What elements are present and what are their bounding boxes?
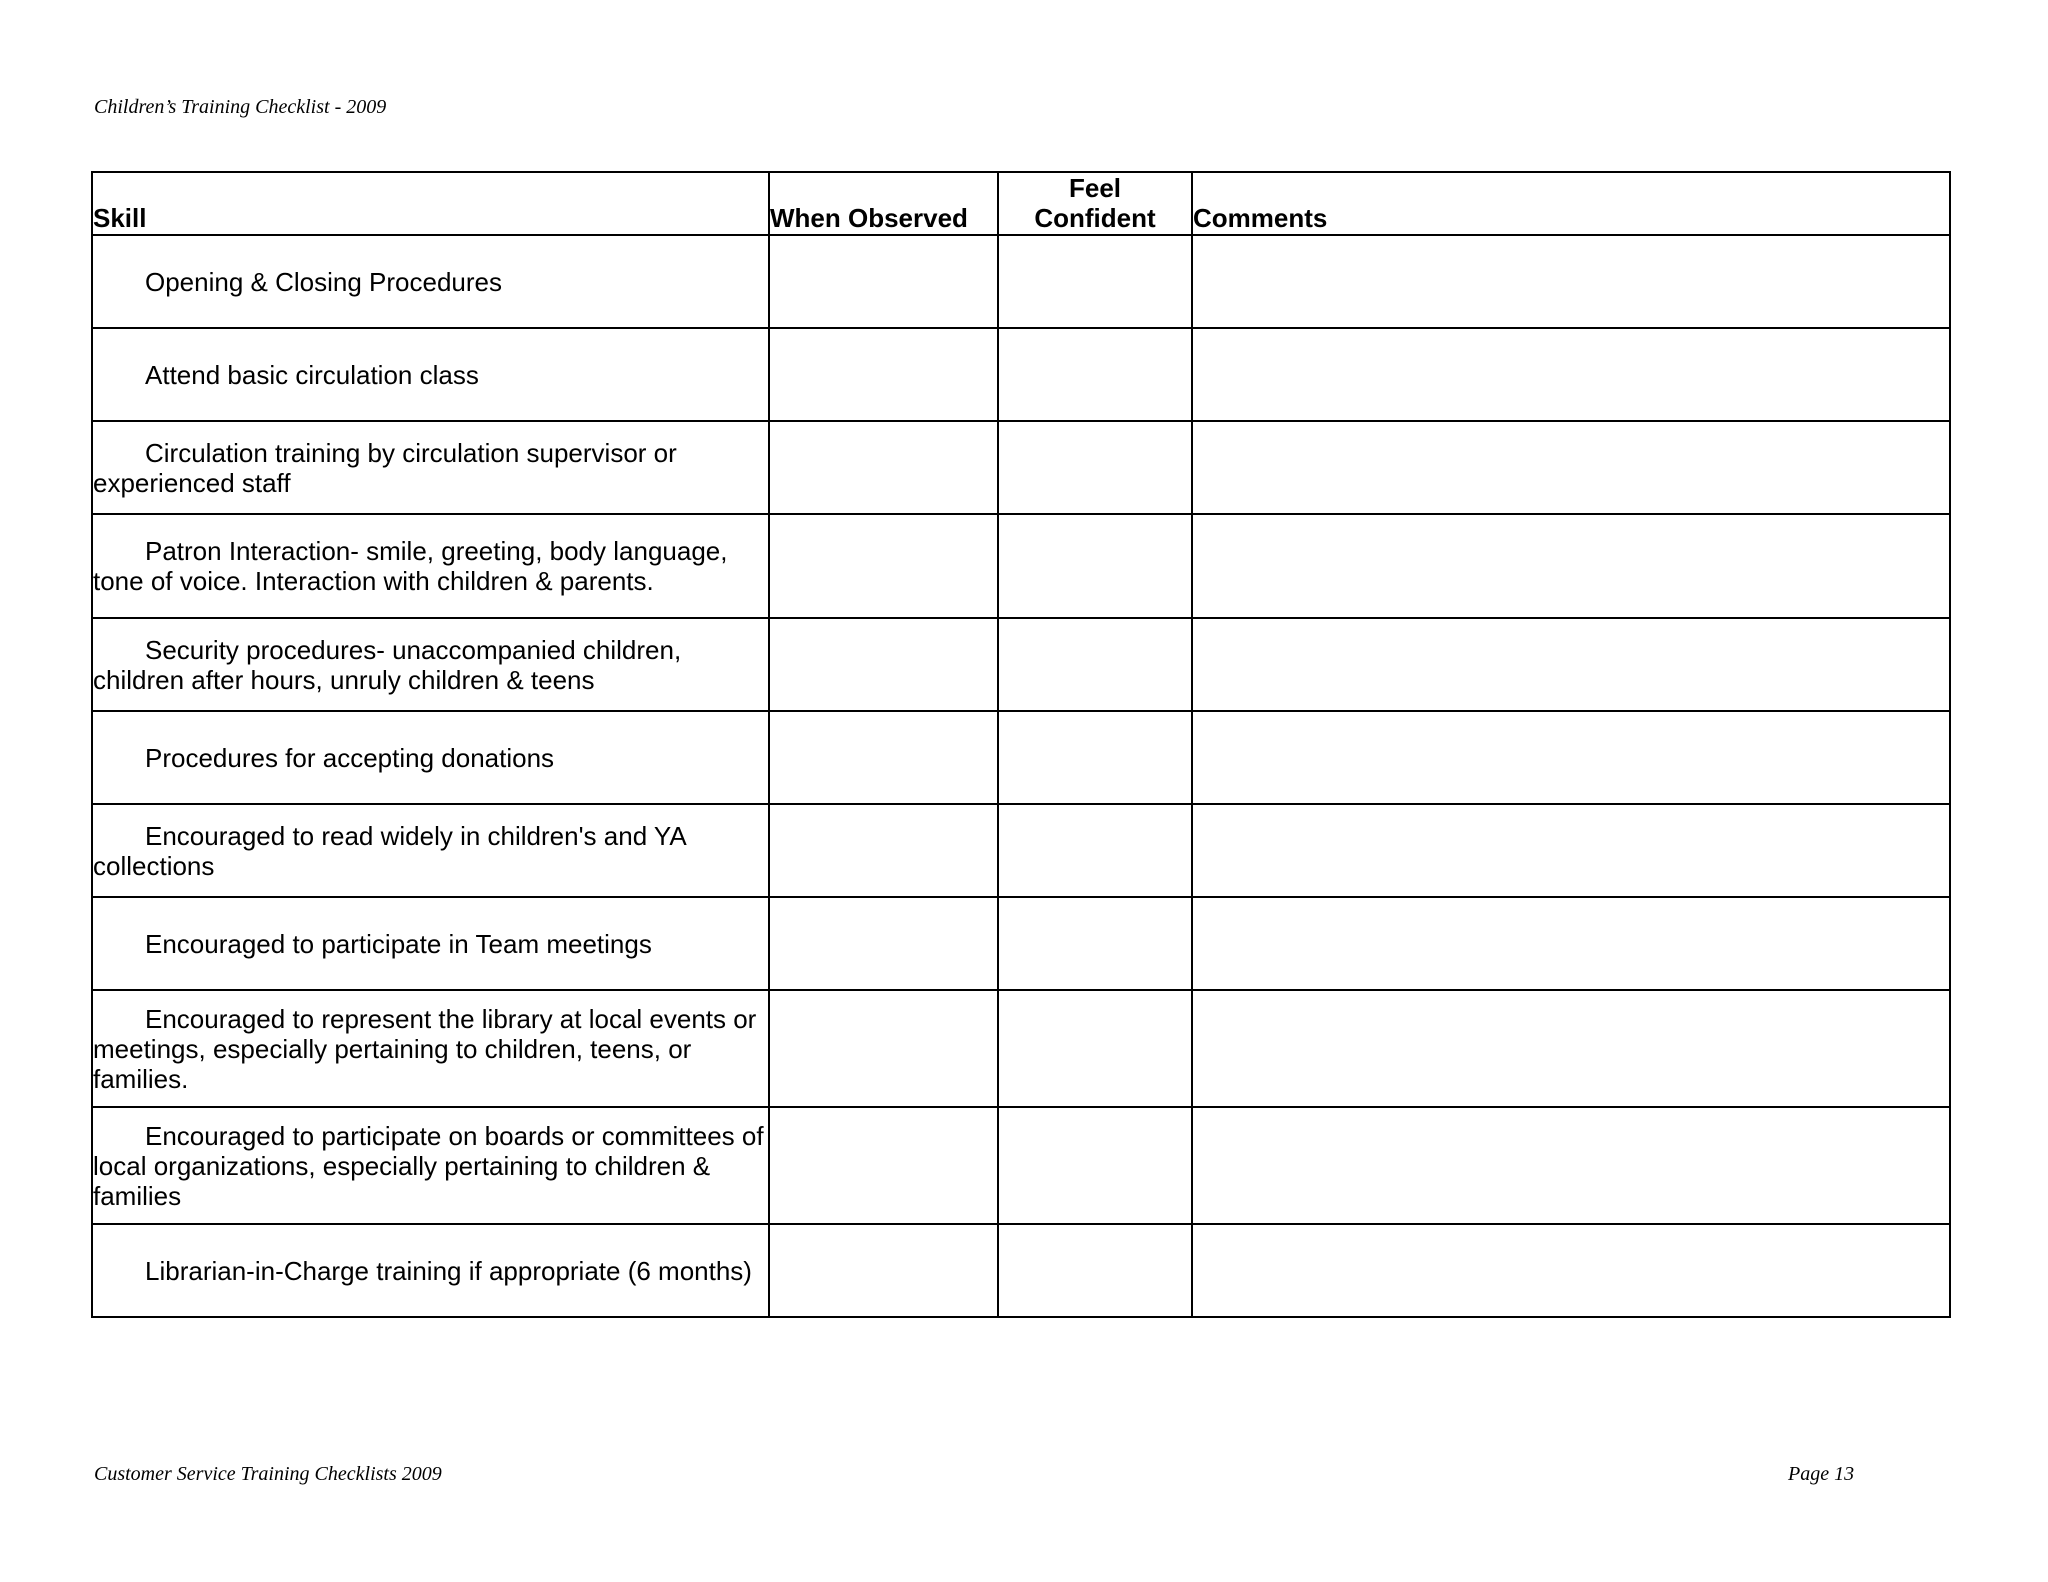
skill-cell: Encouraged to represent the library at local events or meetings, especially pertaining to children, teens, or families. bbox=[92, 990, 769, 1107]
table-row bbox=[92, 804, 1950, 897]
feel-confident-cell[interactable] bbox=[998, 990, 1192, 1107]
column-header-feel-confident-line1: Feel bbox=[1068, 173, 1122, 203]
feel-confident-cell[interactable] bbox=[998, 711, 1192, 804]
skill-cell: Opening & Closing Procedures bbox=[92, 235, 769, 328]
feel-confident-cell[interactable] bbox=[998, 804, 1192, 897]
feel-confident-cell[interactable] bbox=[998, 1107, 1192, 1224]
when-observed-cell[interactable] bbox=[769, 1224, 998, 1317]
table-row bbox=[92, 421, 1950, 514]
skill-cell: Circulation training by circulation supervisor or experienced staff bbox=[92, 421, 769, 514]
feel-confident-cell[interactable] bbox=[998, 618, 1192, 711]
feel-confident-cell[interactable] bbox=[998, 421, 1192, 514]
when-observed-cell[interactable] bbox=[769, 1107, 998, 1224]
comments-cell[interactable] bbox=[1192, 711, 1950, 804]
when-observed-cell[interactable] bbox=[769, 235, 998, 328]
skill-cell: Patron Interaction- smile, greeting, body language, tone of voice. Interaction with children & parents. bbox=[92, 514, 769, 618]
feel-confident-cell[interactable] bbox=[998, 328, 1192, 421]
column-header-feel-confident-line2: Confident bbox=[1034, 203, 1156, 233]
document-footer-title: Customer Service Training Checklists 2009 bbox=[94, 1463, 442, 1485]
page-number: Page 13 bbox=[1788, 1463, 1855, 1485]
table-header-row bbox=[92, 172, 1950, 235]
when-observed-cell[interactable] bbox=[769, 897, 998, 990]
when-observed-cell[interactable] bbox=[769, 711, 998, 804]
training-checklist-table bbox=[91, 171, 1951, 1318]
comments-cell[interactable] bbox=[1192, 514, 1950, 618]
feel-confident-cell[interactable] bbox=[998, 235, 1192, 328]
document-header: Children’s Training Checklist - 2009 bbox=[94, 96, 387, 118]
table-row bbox=[92, 897, 1950, 990]
table-row bbox=[92, 328, 1950, 421]
skill-cell: Librarian-in-Charge training if appropriate (6 months) bbox=[92, 1224, 769, 1317]
column-header-comments: Comments bbox=[1192, 172, 1950, 235]
when-observed-cell[interactable] bbox=[769, 618, 998, 711]
table-row bbox=[92, 1107, 1950, 1224]
comments-cell[interactable] bbox=[1192, 421, 1950, 514]
comments-cell[interactable] bbox=[1192, 1107, 1950, 1224]
table-row bbox=[92, 990, 1950, 1107]
comments-cell[interactable] bbox=[1192, 990, 1950, 1107]
table-row bbox=[92, 235, 1950, 328]
when-observed-cell[interactable] bbox=[769, 421, 998, 514]
comments-cell[interactable] bbox=[1192, 1224, 1950, 1317]
table-row bbox=[92, 514, 1950, 618]
when-observed-cell[interactable] bbox=[769, 804, 998, 897]
comments-cell[interactable] bbox=[1192, 897, 1950, 990]
skill-cell: Encouraged to participate on boards or committees of local organizations, especially pertaining to children & families bbox=[92, 1107, 769, 1224]
table-row bbox=[92, 1224, 1950, 1317]
skill-cell: Security procedures- unaccompanied children, children after hours, unruly children & teens bbox=[92, 618, 769, 711]
skill-cell: Encouraged to participate in Team meetings bbox=[92, 897, 769, 990]
skill-cell: Attend basic circulation class bbox=[92, 328, 769, 421]
table-row bbox=[92, 711, 1950, 804]
comments-cell[interactable] bbox=[1192, 235, 1950, 328]
column-header-when-observed: When Observed bbox=[769, 172, 998, 235]
when-observed-cell[interactable] bbox=[769, 514, 998, 618]
column-header-skill: Skill bbox=[92, 172, 769, 235]
feel-confident-cell[interactable] bbox=[998, 514, 1192, 618]
when-observed-cell[interactable] bbox=[769, 990, 998, 1107]
feel-confident-cell[interactable] bbox=[998, 1224, 1192, 1317]
feel-confident-cell[interactable] bbox=[998, 897, 1192, 990]
skill-cell: Encouraged to read widely in children's and YA collections bbox=[92, 804, 769, 897]
when-observed-cell[interactable] bbox=[769, 328, 998, 421]
table-row bbox=[92, 618, 1950, 711]
skill-cell: Procedures for accepting donations bbox=[92, 711, 769, 804]
comments-cell[interactable] bbox=[1192, 804, 1950, 897]
comments-cell[interactable] bbox=[1192, 328, 1950, 421]
comments-cell[interactable] bbox=[1192, 618, 1950, 711]
column-header-feel-confident bbox=[998, 172, 1192, 235]
